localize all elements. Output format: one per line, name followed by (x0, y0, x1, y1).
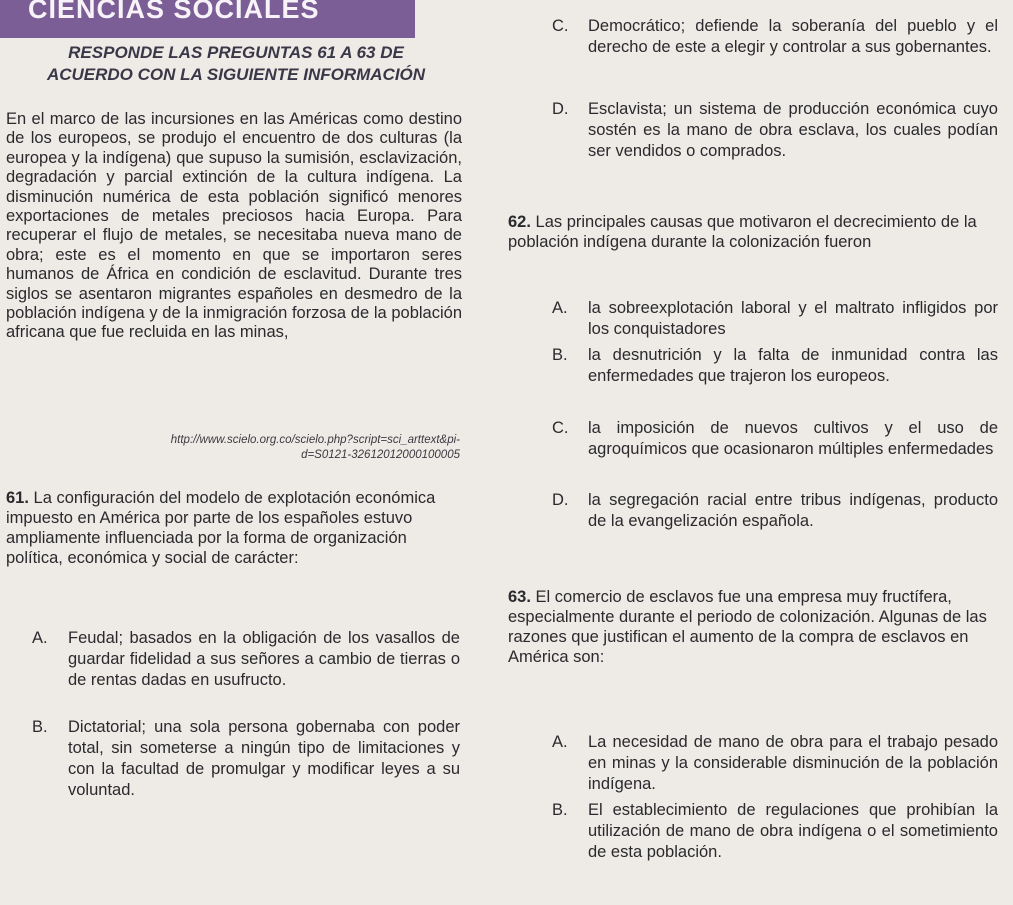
option-text: la desnutrición y la falta de inmunidad contra las enfermedades que trajeron los europeos. (588, 346, 998, 385)
option-letter: D. (552, 491, 569, 509)
option-63-a[interactable] (552, 732, 998, 795)
option-letter: A. (32, 629, 48, 647)
instructions (6, 42, 466, 86)
source-citation (60, 433, 460, 463)
option-letter: B. (552, 801, 568, 819)
source-line-1: http://www.scielo.org.co/scielo.php?script=sci_arttext&pi- (170, 434, 460, 446)
question-stem: Las principales causas que motivaron el decrecimiento de la población indígena durante la colonización fueron (508, 213, 977, 251)
question-63 (508, 587, 998, 667)
instructions-line-2: ACUERDO CON LA SIGUIENTE INFORMACIÓN (46, 65, 426, 84)
section-header-bar (0, 0, 415, 38)
option-letter: C. (552, 419, 569, 437)
option-text: la segregación racial entre tribus indígenas, producto de la evangelización española. (588, 491, 998, 530)
option-62-a[interactable] (552, 298, 998, 340)
question-stem: La configuración del modelo de explotación económica impuesto en América por parte de los españoles estuvo ampliamente influenciada por la forma de organización política, económica y social de carácter: (6, 489, 436, 567)
option-letter: B. (32, 718, 48, 736)
option-62-b[interactable] (552, 345, 998, 387)
reading-passage: En el marco de las incursiones en las Américas como destino de los europeos, se produjo el encuentro de dos culturas (la europea y la indígena) que supuso la sumisión, esclavización, degradación y parcial extinción de la cultura indígena. La disminución numérica de esta población significó menores exportaciones de metales preciosos hacia Europa. Para recuperar el flujo de metales, se necesitaba nueva mano de obra; este es el momento en que se importaron seres humanos de África en condición de esclavitud. Durante tres siglos se asentaron migrantes españoles en desmedro de la población indígena y de la inmigración forzosa de la población africana que fue recluida en las minas, (6, 110, 462, 342)
option-letter: A. (552, 733, 568, 751)
question-number: 63. (508, 588, 531, 606)
option-letter: A. (552, 299, 568, 317)
option-text: la sobreexplotación laboral y el maltrato infligidos por los conquistadores (588, 299, 998, 338)
option-text: Dictatorial; una sola persona gobernaba con poder total, sin someterse a ningún tipo de limitaciones y con la facultad de promulgar y modificar leyes a su voluntad. (68, 718, 460, 799)
section-title: CIENCIAS SOCIALES (28, 0, 320, 24)
option-61-d[interactable] (552, 99, 998, 162)
option-text: La necesidad de mano de obra para el trabajo pesado en minas y la considerable disminución de la población indígena. (588, 733, 998, 793)
option-61-b[interactable] (32, 717, 460, 801)
question-number: 61. (6, 489, 29, 507)
option-61-a[interactable] (32, 628, 460, 691)
option-letter: D. (552, 100, 569, 118)
option-text: El establecimiento de regulaciones que prohibían la utilización de mano de obra indígena o el sometimiento de esta población. (588, 801, 998, 861)
option-63-b[interactable] (552, 800, 998, 863)
instructions-line-1: RESPONDE LAS PREGUNTAS 61 A 63 DE (68, 43, 404, 62)
option-62-d[interactable] (552, 490, 998, 532)
option-61-c[interactable] (552, 16, 998, 58)
option-text: Esclavista; un sistema de producción económica cuyo sostén es la mano de obra esclava, los cuales podían ser vendidos o comprados. (588, 100, 998, 160)
option-text: Democrático; defiende la soberanía del pueblo y el derecho de este a elegir y controlar a sus gobernantes. (588, 17, 998, 56)
source-line-2: d=S0121-32612012000100005 (301, 449, 460, 461)
question-stem: El comercio de esclavos fue una empresa muy fructífera, especialmente durante el periodo de colonización. Algunas de las razones que justifican el aumento de la compra de esclavos en América son: (508, 588, 987, 666)
option-text: Feudal; basados en la obligación de los vasallos de guardar fidelidad a sus señores a cambio de tierras o de rentas dadas en usufructo. (68, 629, 460, 689)
option-text: la imposición de nuevos cultivos y el uso de agroquímicos que ocasionaron múltiples enfermedades (588, 419, 998, 458)
option-letter: C. (552, 17, 569, 35)
question-61 (6, 488, 462, 568)
option-letter: B. (552, 346, 568, 364)
question-number: 62. (508, 213, 531, 231)
question-62 (508, 212, 998, 252)
option-62-c[interactable] (552, 418, 998, 460)
